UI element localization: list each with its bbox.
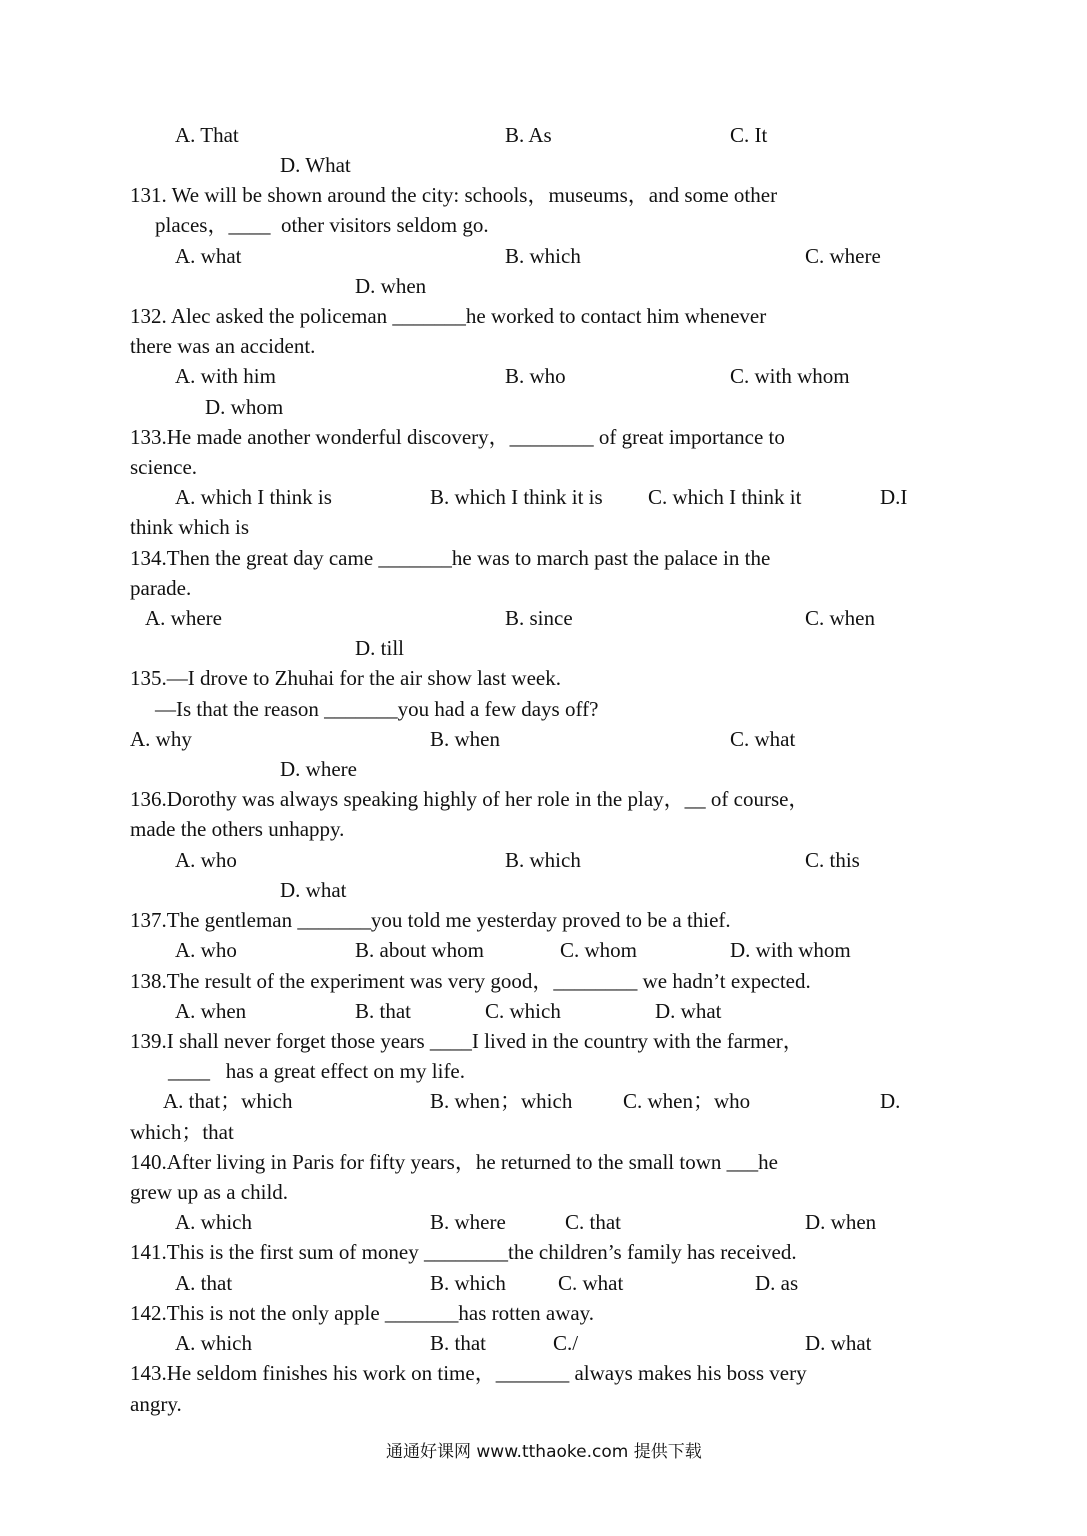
option-text: B. when [430, 727, 500, 751]
line-text: A. what [175, 244, 242, 268]
option-text: B. when；which [430, 1089, 573, 1113]
line-text: A. which [175, 1331, 252, 1355]
line-text: A. That [175, 123, 239, 147]
option-text: C./ [553, 1331, 579, 1355]
option-text: C. where [805, 244, 881, 268]
line-text: D. when [355, 274, 427, 298]
line-text: there was an accident. [130, 334, 316, 358]
line-text: science. [130, 455, 198, 479]
option-text: B. which [505, 848, 581, 872]
line-text: which；that [130, 1120, 234, 1144]
option-text: C. It [730, 123, 768, 147]
option-text: C. when；who [623, 1089, 751, 1113]
line-text: 136.Dorothy was always speaking highly of her role in the play，__ of course， [130, 787, 810, 811]
option-text: C. which [485, 999, 561, 1023]
option-text: B. where [430, 1210, 506, 1234]
line-text: think which is [130, 515, 249, 539]
option-text: C. whom [560, 938, 638, 962]
line-text: 137.The gentleman _______you told me yesterday proved to be a thief. [130, 908, 731, 932]
line-text: places，____ other visitors seldom go. [155, 213, 489, 237]
option-text: C. this [805, 848, 860, 872]
line-text: angry. [130, 1392, 182, 1416]
line-text: D. What [280, 153, 351, 177]
line-text: parade. [130, 576, 192, 600]
line-text: D. what [280, 878, 347, 902]
option-text: C. with whom [730, 364, 850, 388]
line-text: ____ has a great effect on my life. [168, 1059, 466, 1083]
option-text: B. which [430, 1271, 506, 1295]
line-text: A. with him [175, 364, 276, 388]
line-text: 143.He seldom finishes his work on time，_______ always makes his boss very [130, 1361, 807, 1385]
option-text: B. since [505, 606, 573, 630]
line-text: D. whom [205, 395, 284, 419]
line-text: 135.—I drove to Zhuhai for the air show last week. [130, 666, 561, 690]
option-text: D. [880, 1089, 901, 1113]
line-text: 131. We will be shown around the city: schools，museums，and some other [130, 183, 778, 207]
line-text: made the others unhappy. [130, 817, 345, 841]
line-text: 140.After living in Paris for fifty years，he returned to the small town ___he [130, 1150, 778, 1174]
line-text: A. who [175, 848, 237, 872]
page-footer: 通通好课网 www.tthaoke.com 提供下载 [386, 1442, 702, 1462]
option-text: D.I [880, 485, 908, 509]
option-text: D. what [805, 1331, 872, 1355]
line-text: grew up as a child. [130, 1180, 289, 1204]
line-text: 141.This is the first sum of money ________the children’s family has received. [130, 1240, 797, 1264]
option-text: B. that [430, 1331, 486, 1355]
option-text: C. what [558, 1271, 624, 1295]
line-text: A. who [175, 938, 237, 962]
option-text: C. what [730, 727, 796, 751]
option-text: D. when [805, 1210, 877, 1234]
line-text: A. where [145, 606, 222, 630]
line-text: D. where [280, 757, 357, 781]
option-text: B. which [505, 244, 581, 268]
line-text: A. that [175, 1271, 233, 1295]
option-text: B. who [505, 364, 566, 388]
line-text: A. which I think is [175, 485, 332, 509]
option-text: D. as [755, 1271, 799, 1295]
line-text: 134.Then the great day came _______he was to march past the palace in the [130, 546, 771, 570]
line-text: A. that；which [163, 1089, 293, 1113]
line-text: A. why [130, 727, 192, 751]
option-text: B. As [505, 123, 552, 147]
option-text: C. when [805, 606, 875, 630]
option-text: B. which I think it is [430, 485, 603, 509]
option-text: B. that [355, 999, 411, 1023]
line-text: A. which [175, 1210, 252, 1234]
option-text: D. what [655, 999, 722, 1023]
line-text: 133.He made another wonderful discovery，________ of great importance to [130, 425, 785, 449]
line-text: 132. Alec asked the policeman _______he worked to contact him whenever [130, 304, 767, 328]
option-text: D. with whom [730, 938, 851, 962]
option-text: B. about whom [355, 938, 484, 962]
line-text: —Is that the reason _______you had a few days off? [155, 697, 599, 721]
line-text: 142.This is not the only apple _______has rotten away. [130, 1301, 595, 1325]
line-text: D. till [355, 636, 405, 660]
option-text: C. that [565, 1210, 621, 1234]
option-text: C. which I think it [648, 485, 802, 509]
line-text: 138.The result of the experiment was very good，________ we hadn’t expected. [130, 969, 811, 993]
line-text: A. when [175, 999, 247, 1023]
line-text: 139.I shall never forget those years ____I lived in the country with the farmer， [130, 1029, 804, 1053]
